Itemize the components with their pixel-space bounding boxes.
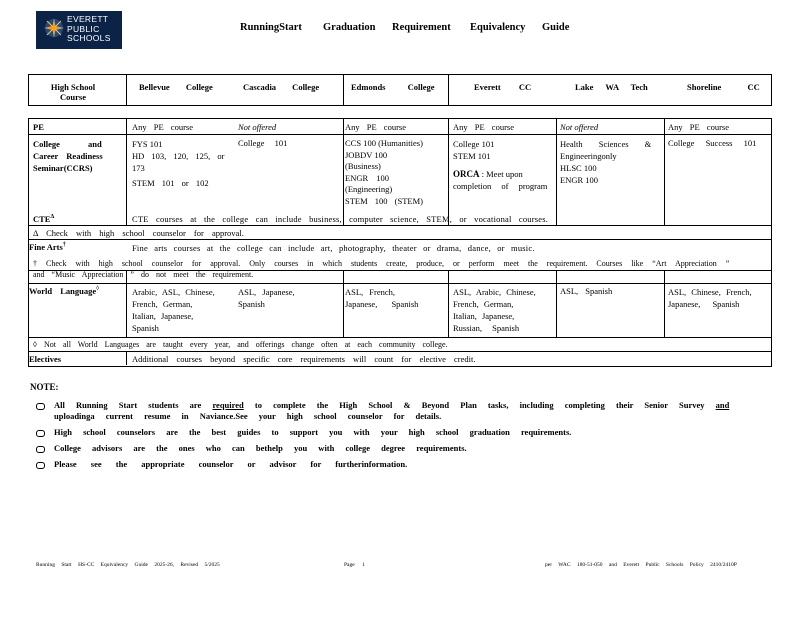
ccrs-shoreline: College Success 101 <box>668 138 757 148</box>
logo-text: EVERETT PUBLIC SCHOOLS <box>67 14 111 43</box>
lang-cascadia: ASL, Japanese, Spanish <box>238 287 295 309</box>
header-bellevue: Bellevue College <box>139 82 213 92</box>
pe-cascadia: Not offered <box>238 122 277 132</box>
row-label-cte: $CTE^\Delta$ <box>33 214 55 224</box>
bullet-icon <box>36 403 45 410</box>
row-label-world-language: World Language◊ <box>29 286 100 296</box>
district-logo <box>36 11 122 49</box>
pe-shoreline: Any PE course <box>668 122 729 132</box>
bullet-icon <box>36 462 45 469</box>
cte-text: CTE courses at the college can include business, computer science, STEM, or vocational courses. <box>132 214 549 224</box>
equivalency-table <box>28 118 772 367</box>
footer-right: per WAC 180-51-050 and Everett Public Schools Policy 2410/2410P <box>545 562 737 568</box>
note-3: College advisors are the ones who can bethelp you with college degree requirements. <box>54 443 467 453</box>
header-cascadia: Cascadia College <box>243 82 320 92</box>
lang-everett: ASL, Arabic, Chinese, French, German, Italian, Japanese, Russian, Spanish <box>453 287 536 333</box>
bullet-icon <box>36 446 45 453</box>
lang-lwtech: ASL, Spanish <box>560 286 613 296</box>
row-label-pe: PE <box>33 122 44 132</box>
footer-left: Running Start HS-CC Equivalency Guide 2025-26, Revised 5/2025 <box>36 562 220 568</box>
pe-everett: Any PE course <box>453 122 514 132</box>
lang-bellevue: Arabic, ASL, Chinese, French, German, Italian, Japanese, Spanish <box>132 287 215 333</box>
header-high-school-course: High School Course <box>50 82 96 102</box>
header-everett: Everett CC <box>474 82 532 92</box>
lang-shoreline: ASL, Chinese, French, Japanese, Spanish <box>668 287 752 309</box>
pe-edmonds: Any PE course <box>345 122 406 132</box>
lang-edmonds: ASL, French, Japanese, Spanish <box>345 287 419 309</box>
ccrs-everett: College 101 STEM 101 ORCA : Meet upon completion of program <box>453 139 548 191</box>
row-label-ccrs: College and Career Readiness Seminar(CCRS) <box>33 139 103 173</box>
row-label-electives: Electives <box>29 354 62 364</box>
pe-lwtech: Not offered <box>560 122 599 132</box>
bullet-icon <box>36 430 45 437</box>
header-shoreline: Shoreline CC <box>687 82 760 92</box>
cte-note: Δ Check with high school counselor for approval. <box>33 228 244 238</box>
ccrs-edmonds: CCS 100 (Humanities) JOBDV 100 (Business) ENGR 100 (Engineering) STEM 100 (STEM) <box>345 138 423 206</box>
lang-note: ◊ Not all World Languages are taught every year, and offerings change often at each community college. <box>33 340 448 349</box>
arts-text: Fine arts courses at the college can include art, photography, theater or drama, dance, or music. <box>132 243 535 253</box>
note-2: High school counselors are the best guides to support you with your high school graduation requirements. <box>54 427 572 437</box>
ccrs-lwtech: Health Sciences & Engineeringonly HLSC 100 ENGR 100 <box>560 139 652 185</box>
arts-note: † Check with high school counselor for approval. Only courses in which students create, produce, or perform meet the requirement. Courses like “Art Appreciation ” and “Music Appreciation ” do not meet the requirement. <box>33 259 730 279</box>
header-edmonds: Edmonds College <box>351 82 435 92</box>
electives-text: Additional courses beyond specific core requirements will count for elective credit. <box>132 354 476 364</box>
ccrs-cascadia: College 101 <box>238 138 288 148</box>
column-header-table <box>28 74 772 106</box>
note-4: Please see the appropriate counselor or advisor for furtherinformation. <box>54 459 408 469</box>
ccrs-bellevue: FYS 101 HD 103, 120, 125, or 173 STEM 101 or 102 <box>132 139 225 188</box>
header-lwtech: Lake WA Tech <box>575 82 648 92</box>
note-1: All Running Start students are required to complete the High School & Beyond Plan tasks, including completing their Senior Survey and uploadinga current resume in Naviance.See your high school counselor for details. <box>54 400 730 421</box>
pe-bellevue: Any PE course <box>132 122 193 132</box>
row-label-fine-arts: Fine Arts† <box>29 242 66 252</box>
footer-page: Page 1 <box>344 562 365 568</box>
star-burst-icon <box>42 16 66 40</box>
notes-title: NOTE: <box>30 382 59 392</box>
